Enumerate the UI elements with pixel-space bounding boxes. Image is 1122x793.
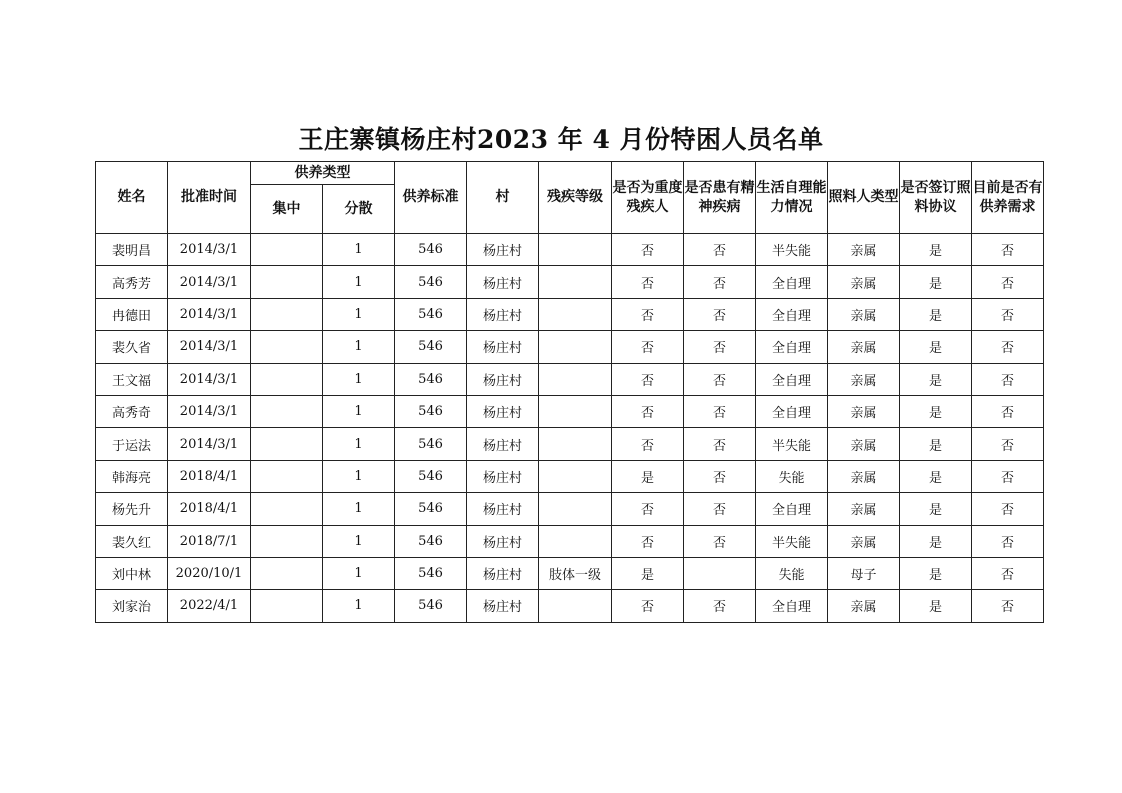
cell-self-care: 全自理 bbox=[756, 493, 828, 525]
cell-approval-date: 2014/3/1 bbox=[168, 331, 251, 363]
cell-self-care: 全自理 bbox=[756, 298, 828, 330]
cell-disability-level: 肢体一级 bbox=[539, 557, 612, 589]
table-row bbox=[96, 395, 1044, 427]
cell-caregiver-type: 亲属 bbox=[828, 298, 900, 330]
cell-caregiver-type: 亲属 bbox=[828, 525, 900, 557]
cell-approval-date: 2018/4/1 bbox=[168, 460, 251, 492]
col-header-support-type: 供养类型 bbox=[251, 162, 395, 185]
cell-dispersed: 1 bbox=[323, 525, 395, 557]
cell-mental-illness bbox=[684, 557, 756, 589]
cell-approval-date: 2014/3/1 bbox=[168, 298, 251, 330]
cell-support-need: 否 bbox=[972, 331, 1044, 363]
col-header-dispersed: 分散 bbox=[323, 185, 395, 234]
cell-support-standard: 546 bbox=[395, 266, 467, 298]
cell-caregiver-type: 亲属 bbox=[828, 234, 900, 266]
col-header-self-care: 生活自理能力情况 bbox=[756, 162, 828, 234]
cell-village: 杨庄村 bbox=[467, 234, 539, 266]
cell-support-standard: 546 bbox=[395, 590, 467, 622]
cell-centralized bbox=[251, 395, 323, 427]
cell-centralized bbox=[251, 428, 323, 460]
cell-care-agreement: 是 bbox=[900, 557, 972, 589]
cell-self-care: 失能 bbox=[756, 557, 828, 589]
cell-support-standard: 546 bbox=[395, 234, 467, 266]
cell-support-need: 否 bbox=[972, 460, 1044, 492]
cell-caregiver-type: 亲属 bbox=[828, 331, 900, 363]
cell-village: 杨庄村 bbox=[467, 557, 539, 589]
cell-self-care: 半失能 bbox=[756, 234, 828, 266]
cell-centralized bbox=[251, 525, 323, 557]
cell-approval-date: 2018/7/1 bbox=[168, 525, 251, 557]
col-header-severe-disability: 是否为重度残疾人 bbox=[612, 162, 684, 234]
cell-village: 杨庄村 bbox=[467, 525, 539, 557]
cell-caregiver-type: 亲属 bbox=[828, 493, 900, 525]
cell-approval-date: 2020/10/1 bbox=[168, 557, 251, 589]
cell-care-agreement: 是 bbox=[900, 234, 972, 266]
roster-body bbox=[96, 234, 1044, 623]
table-row bbox=[96, 590, 1044, 622]
cell-self-care: 全自理 bbox=[756, 363, 828, 395]
cell-centralized bbox=[251, 266, 323, 298]
cell-care-agreement: 是 bbox=[900, 460, 972, 492]
cell-support-standard: 546 bbox=[395, 428, 467, 460]
cell-village: 杨庄村 bbox=[467, 363, 539, 395]
col-header-centralized: 集中 bbox=[251, 185, 323, 234]
cell-caregiver-type: 亲属 bbox=[828, 395, 900, 427]
cell-approval-date: 2018/4/1 bbox=[168, 493, 251, 525]
col-header-caregiver-type: 照料人类型 bbox=[828, 162, 900, 234]
cell-severe-disability: 否 bbox=[612, 428, 684, 460]
cell-name: 杨先升 bbox=[96, 493, 168, 525]
cell-mental-illness: 否 bbox=[684, 234, 756, 266]
cell-caregiver-type: 母子 bbox=[828, 557, 900, 589]
cell-village: 杨庄村 bbox=[467, 331, 539, 363]
cell-self-care: 半失能 bbox=[756, 428, 828, 460]
cell-village: 杨庄村 bbox=[467, 298, 539, 330]
cell-support-need: 否 bbox=[972, 525, 1044, 557]
cell-mental-illness: 否 bbox=[684, 395, 756, 427]
cell-severe-disability: 否 bbox=[612, 266, 684, 298]
table-row bbox=[96, 493, 1044, 525]
cell-disability-level bbox=[539, 460, 612, 492]
cell-name: 冉德田 bbox=[96, 298, 168, 330]
col-header-name: 姓名 bbox=[96, 162, 168, 234]
cell-support-need: 否 bbox=[972, 298, 1044, 330]
col-header-mental-illness: 是否患有精神疾病 bbox=[684, 162, 756, 234]
cell-disability-level bbox=[539, 428, 612, 460]
table-row bbox=[96, 428, 1044, 460]
cell-severe-disability: 否 bbox=[612, 493, 684, 525]
table-row bbox=[96, 266, 1044, 298]
cell-disability-level bbox=[539, 266, 612, 298]
cell-name: 于运法 bbox=[96, 428, 168, 460]
cell-name: 裴明昌 bbox=[96, 234, 168, 266]
cell-mental-illness: 否 bbox=[684, 363, 756, 395]
cell-care-agreement: 是 bbox=[900, 363, 972, 395]
cell-caregiver-type: 亲属 bbox=[828, 266, 900, 298]
table-row bbox=[96, 298, 1044, 330]
cell-centralized bbox=[251, 234, 323, 266]
cell-mental-illness: 否 bbox=[684, 298, 756, 330]
cell-severe-disability: 否 bbox=[612, 234, 684, 266]
cell-village: 杨庄村 bbox=[467, 493, 539, 525]
cell-self-care: 全自理 bbox=[756, 590, 828, 622]
cell-dispersed: 1 bbox=[323, 395, 395, 427]
col-header-disability-level: 残疾等级 bbox=[539, 162, 612, 234]
col-header-village: 村 bbox=[467, 162, 539, 234]
cell-mental-illness: 否 bbox=[684, 525, 756, 557]
cell-name: 韩海亮 bbox=[96, 460, 168, 492]
cell-centralized bbox=[251, 557, 323, 589]
cell-support-standard: 546 bbox=[395, 525, 467, 557]
table-row bbox=[96, 460, 1044, 492]
table-row bbox=[96, 525, 1044, 557]
cell-centralized bbox=[251, 363, 323, 395]
cell-name: 高秀奇 bbox=[96, 395, 168, 427]
cell-caregiver-type: 亲属 bbox=[828, 363, 900, 395]
cell-centralized bbox=[251, 590, 323, 622]
cell-name: 刘中林 bbox=[96, 557, 168, 589]
cell-care-agreement: 是 bbox=[900, 331, 972, 363]
cell-support-standard: 546 bbox=[395, 395, 467, 427]
cell-dispersed: 1 bbox=[323, 557, 395, 589]
cell-dispersed: 1 bbox=[323, 363, 395, 395]
col-header-support-need: 目前是否有供养需求 bbox=[972, 162, 1044, 234]
cell-severe-disability: 是 bbox=[612, 557, 684, 589]
cell-name: 王文福 bbox=[96, 363, 168, 395]
cell-approval-date: 2014/3/1 bbox=[168, 363, 251, 395]
cell-name: 裴久省 bbox=[96, 331, 168, 363]
cell-support-need: 否 bbox=[972, 266, 1044, 298]
cell-severe-disability: 否 bbox=[612, 395, 684, 427]
cell-support-standard: 546 bbox=[395, 363, 467, 395]
cell-name: 高秀芳 bbox=[96, 266, 168, 298]
cell-caregiver-type: 亲属 bbox=[828, 460, 900, 492]
cell-care-agreement: 是 bbox=[900, 395, 972, 427]
cell-dispersed: 1 bbox=[323, 460, 395, 492]
cell-severe-disability: 否 bbox=[612, 525, 684, 557]
cell-caregiver-type: 亲属 bbox=[828, 428, 900, 460]
cell-severe-disability: 否 bbox=[612, 298, 684, 330]
cell-disability-level bbox=[539, 395, 612, 427]
cell-name: 刘家治 bbox=[96, 590, 168, 622]
cell-dispersed: 1 bbox=[323, 298, 395, 330]
cell-centralized bbox=[251, 493, 323, 525]
cell-approval-date: 2014/3/1 bbox=[168, 428, 251, 460]
cell-support-standard: 546 bbox=[395, 460, 467, 492]
cell-support-need: 否 bbox=[972, 557, 1044, 589]
cell-approval-date: 2014/3/1 bbox=[168, 266, 251, 298]
document-title: 王庄寨镇杨庄村2023 年 4 月份特困人员名单 bbox=[298, 125, 824, 154]
cell-dispersed: 1 bbox=[323, 266, 395, 298]
cell-support-standard: 546 bbox=[395, 493, 467, 525]
cell-care-agreement: 是 bbox=[900, 590, 972, 622]
cell-approval-date: 2022/4/1 bbox=[168, 590, 251, 622]
col-header-support-standard: 供养标准 bbox=[395, 162, 467, 234]
cell-disability-level bbox=[539, 298, 612, 330]
cell-support-standard: 546 bbox=[395, 298, 467, 330]
cell-dispersed: 1 bbox=[323, 428, 395, 460]
cell-care-agreement: 是 bbox=[900, 493, 972, 525]
cell-support-need: 否 bbox=[972, 234, 1044, 266]
cell-severe-disability: 否 bbox=[612, 331, 684, 363]
cell-self-care: 全自理 bbox=[756, 331, 828, 363]
cell-approval-date: 2014/3/1 bbox=[168, 234, 251, 266]
cell-support-need: 否 bbox=[972, 493, 1044, 525]
cell-centralized bbox=[251, 331, 323, 363]
cell-support-need: 否 bbox=[972, 428, 1044, 460]
table-row bbox=[96, 363, 1044, 395]
cell-dispersed: 1 bbox=[323, 331, 395, 363]
cell-mental-illness: 否 bbox=[684, 428, 756, 460]
roster-table bbox=[95, 161, 1044, 623]
cell-support-standard: 546 bbox=[395, 331, 467, 363]
cell-village: 杨庄村 bbox=[467, 590, 539, 622]
cell-severe-disability: 否 bbox=[612, 363, 684, 395]
cell-care-agreement: 是 bbox=[900, 298, 972, 330]
cell-village: 杨庄村 bbox=[467, 428, 539, 460]
cell-severe-disability: 否 bbox=[612, 590, 684, 622]
table-row bbox=[96, 557, 1044, 589]
cell-self-care: 失能 bbox=[756, 460, 828, 492]
table-row bbox=[96, 331, 1044, 363]
cell-centralized bbox=[251, 460, 323, 492]
cell-dispersed: 1 bbox=[323, 234, 395, 266]
cell-self-care: 全自理 bbox=[756, 395, 828, 427]
cell-support-standard: 546 bbox=[395, 557, 467, 589]
col-header-approval-date: 批准时间 bbox=[168, 162, 251, 234]
cell-self-care: 全自理 bbox=[756, 266, 828, 298]
cell-self-care: 半失能 bbox=[756, 525, 828, 557]
cell-name: 裴久红 bbox=[96, 525, 168, 557]
cell-village: 杨庄村 bbox=[467, 460, 539, 492]
cell-caregiver-type: 亲属 bbox=[828, 590, 900, 622]
cell-care-agreement: 是 bbox=[900, 525, 972, 557]
cell-mental-illness: 否 bbox=[684, 493, 756, 525]
cell-disability-level bbox=[539, 331, 612, 363]
cell-disability-level bbox=[539, 363, 612, 395]
cell-support-need: 否 bbox=[972, 363, 1044, 395]
cell-severe-disability: 是 bbox=[612, 460, 684, 492]
cell-dispersed: 1 bbox=[323, 493, 395, 525]
cell-mental-illness: 否 bbox=[684, 331, 756, 363]
cell-disability-level bbox=[539, 525, 612, 557]
col-header-care-agreement: 是否签订照料协议 bbox=[900, 162, 972, 234]
table-row bbox=[96, 234, 1044, 266]
cell-mental-illness: 否 bbox=[684, 266, 756, 298]
cell-support-need: 否 bbox=[972, 590, 1044, 622]
cell-village: 杨庄村 bbox=[467, 266, 539, 298]
cell-support-need: 否 bbox=[972, 395, 1044, 427]
cell-dispersed: 1 bbox=[323, 590, 395, 622]
cell-disability-level bbox=[539, 493, 612, 525]
cell-disability-level bbox=[539, 234, 612, 266]
cell-village: 杨庄村 bbox=[467, 395, 539, 427]
cell-disability-level bbox=[539, 590, 612, 622]
cell-centralized bbox=[251, 298, 323, 330]
cell-mental-illness: 否 bbox=[684, 460, 756, 492]
header-row bbox=[96, 162, 1044, 185]
cell-mental-illness: 否 bbox=[684, 590, 756, 622]
cell-approval-date: 2014/3/1 bbox=[168, 395, 251, 427]
cell-care-agreement: 是 bbox=[900, 266, 972, 298]
cell-care-agreement: 是 bbox=[900, 428, 972, 460]
